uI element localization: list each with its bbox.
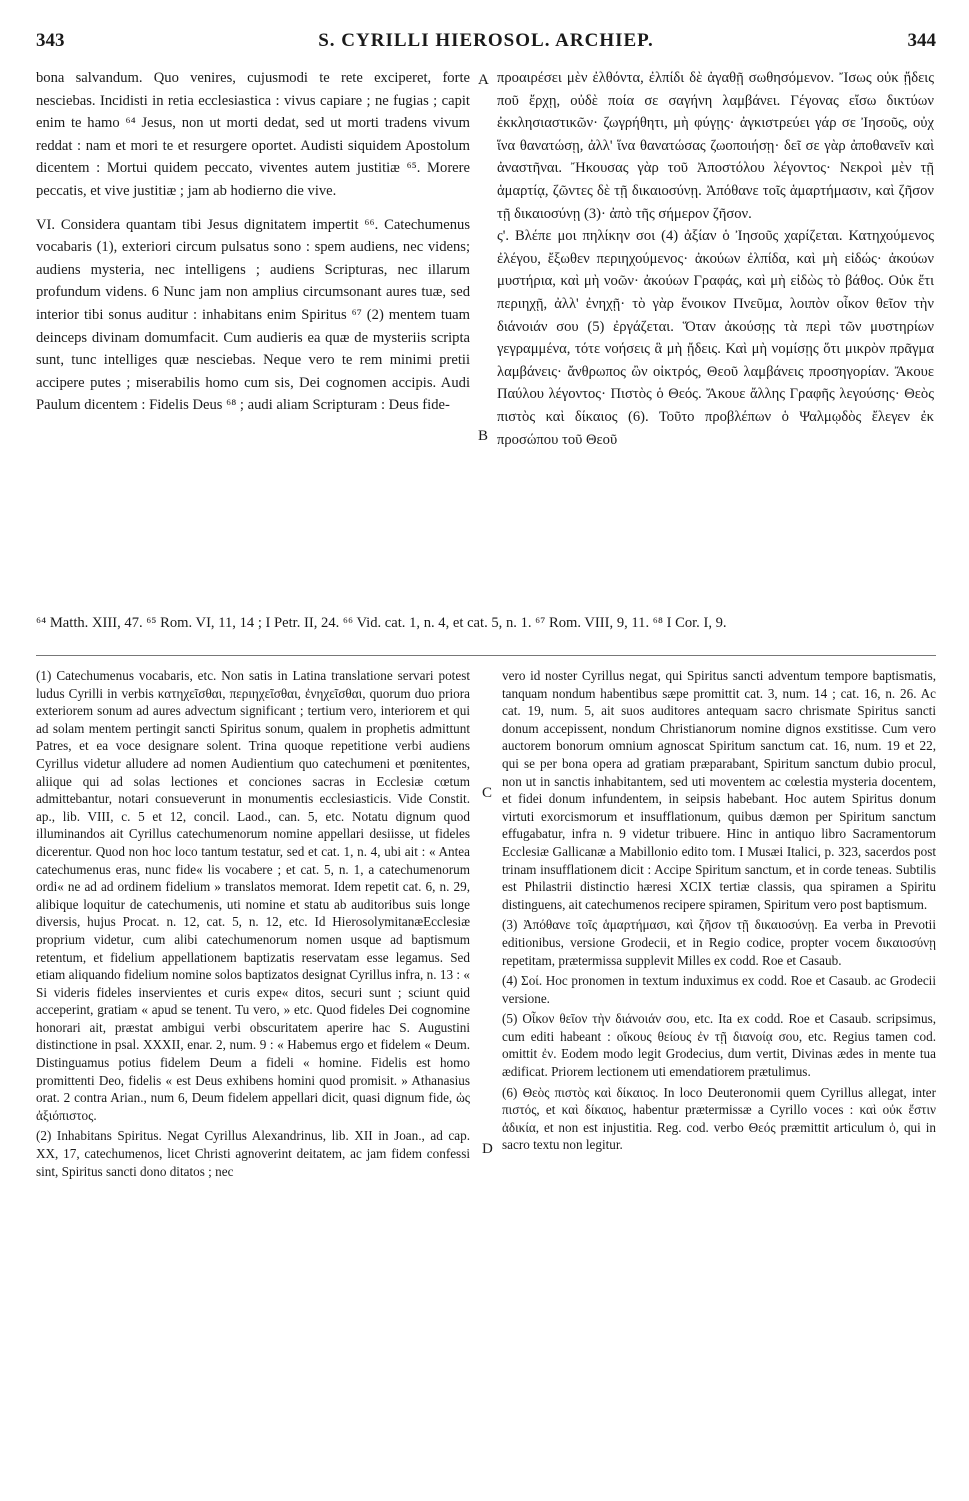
footnote-divider <box>36 655 936 656</box>
running-title: S. CYRILLI HIEROSOL. ARCHIEP. <box>318 30 654 51</box>
note-5: (5) Οἶκον θεῖον τὴν διάνοιάν σου, etc. Ita ex codd. Roe et Casaub. scripsimus, cum editi habeant : οἴκους θείους ἐν τῇ διανοίᾳ σου, etc. Regius tamen cod. omittit ἐν. Eodem modo legit Grodecius, dum vertit, Divinas ædes in mente tua ædificat. Priorem lectionem uti emendatiorem prætulimus. <box>502 1011 936 1080</box>
greek-column <box>497 67 934 451</box>
note-3: (3) Ἀπόθανε τοῖς ἁμαρτήμασι, καὶ ζῆσον τῇ δικαιοσύνῃ. Ea verba in Prevotii editionibus, versione Grodecii, et in Regio codice, propter vocem δικαιοσύνῃ repetitam, prætermissa supplevit Milles ex codd. Roe et Casaub. <box>502 917 936 968</box>
margin-letter-d: D <box>482 1141 493 1157</box>
note-1: (1) Catechumenus vocabaris, etc. Non satis in Latina translatione servari potest ludus Cyrilli in verbis κατηχεῖσθαι, περιηχεῖσθαι, ἐνηχεῖσθαι, quorum duo priora exteriorem sonum ad aures advectum significant ; tertium vero, interiorem et qui ad solam mentem pertingit sancti Spiritus sonum, qualem in prophetis admittunt Patres, et ea voce designare solent. Trina quoque repetitione verbi audiens Cyrillus videtur alludere ad nomen Audientium quo catechumeni et pœnitentes, aliique qui ad solas lectiones et conciones sacras in Ecclesiæ cœtum admittebantur, notari consueverunt in monumentis ecclesiasticis. Vide Constit. ap., lib. VIII, c. 5 et 12, concil. Laod., can. 5, etc. Notatu dignum quod illuminandos ait Cyrillus catechumenorum nomine appellari desiisse, ut fideles dicerentur. Quod non hoc loco tantum testatur, sed et cat. 1, n. 4, ubi ait : « Antea catechumenus eras, nunc fide« lis vocabere ; et cat. 5, n. 1, a catechumenorum ordi« ne ad ad ordinem fidelium » translatos memorat. Idem repetit cat. 6, n. 29, alibique loquitur de catechumenis, uti nomine et statu ab auditoribus suis longe diversis, hujus Procat. n. 12, cat. 5, n. 12, etc. Id HierosolymitanæEcclesiæ proprium videtur, cum alibi catechumenorum nomen usque ad baptismum retentum, et fidelium appellationem baptizatis reservatam esse legamus. Sed etiam aliquando fidelium nomine solos baptizatos designat Cyrillus infra, n. 13 : « Si videris fideles inservientes et curis expe« ditos, securi sunt ; sciunt quid acceperint, gratiam « apud se tenent. Tu vero, » etc. Quod fideles Dei cognomine honorari ait, præstat ambigui verbi obscuritatem aperire hac S. Augustini distinctione in psal. XXXII, enar. 2, num. 9 : « Habemus ergo et fidelem « Deum. Distinguamus potius fidelem Deum a fideli « homine. Fidelis est homo promittenti Deo, fidelis « est Deus exhibens homini quod promisit. » Athanasius orat. 2 contra Arian., num 6, Deum fidelem appellari dicit, quasi dignum fide, ὡς ἀξιόπιστος. <box>36 668 470 1123</box>
margin-letter-a: A <box>478 72 489 88</box>
page-number-right: 344 <box>907 30 936 51</box>
note-2: (2) Inhabitans Spiritus. Negat Cyrillus Alexandrinus, lib. XII in Joan., ad cap. XX, 17, catechumenos, licet Christi agnoverint deitatem, ac jam fidem confessi sint, Spiritus sancti dono ditatos ; nec <box>36 1128 470 1179</box>
page-number-left: 343 <box>36 30 65 51</box>
latin-column <box>36 67 470 417</box>
notes-right-column <box>502 667 936 1154</box>
latin-paragraph-2: VI. Considera quantam tibi Jesus dignitatem impertit ⁶⁶. Catechumenus vocabaris (1), exteriori circum pulsatus sono : spem audiens, nec videns; audiens mysteria, nec intelligens ; audiens Scripturas, nec illarum profundum videns. 6 Nunc jam non amplius circumsonant aures tuæ, sed interior tibi sonus auditur : inhabitans enim Spiritus ⁶⁷ (2) mentem tuam deinceps divinam domumfacit. Cum audieris ea quæ de mysteriis scripta sunt, tunc intelliges quæ nesciebas. Neque vero te rem minimi pretii accipere putes ; miserabilis homo cum sis, Dei cognomen accipis. Audi Paulum dicentem : Fidelis Deus ⁶⁸ ; audi aliam Scripturam : Deus fide- <box>36 216 470 414</box>
running-header <box>36 30 936 56</box>
note-2-continued: vero id noster Cyrillus negat, qui Spiritus sancti adventum tempore baptismatis, tanquam nondum habentibus sæpe promittit cat. 3, num. 14 ; cat. 16, n. 26. Ac cat. 19, num. 5, ait suos auditores antequam sacro chrismate Spiritus sancti donum accepissent, nondum Christianorum nomine dignos exstitisse. Cum vero auctorem bonorum omnium agnoscat Spiritum sanctum cat. 16, num. 19 et 22, qui se per bona opera ad gratiam præparabant, Spiritum sanctum dubio procul, non ut in sanctis inhabitantem, sed uti moventem ac cœlestia mysteria docentem, et fidei donum infundentem, in seipsis habebant. Hoc autem Spiritus donum virtuti exorcismorum et insufflationum, quibus dæmon per Spiritum sanctum effugabatur, infra n. 9 videtur tribuere. Hinc in antiquo libro Sacramentorum Ecclesiæ Gallicanæ a Mabillonio edito tom. I Musæi Italici, p. 323, sacerdos post trinam insufflationem dicit : Accipe Spiritum sanctum, et in corde teneas. Subtilis est Philastrii distinctio hæresi XCIX tertiæ classis, qua spiramen a Spiritu distinguens, ait catechumenos recipere spiramen, Spiritum vero post baptismum. <box>502 668 936 912</box>
margin-letter-b: B <box>478 428 489 444</box>
latin-paragraph-1: bona salvandum. Quo venires, cujusmodi te rete exciperet, forte nesciebas. Incidisti in retia ecclesiastica : vivus capiare ; ne fugias ; capit enim te hamo ⁶⁴ Jesus, non ut morti dedat, sed ut morti tradens vivum reddat : nam et mori te et resurgere oportet. Audisti siquidem Apostolum dicentem : Mortui quidem peccato, viventes autem justitiæ ⁶⁵. Morere peccatis, et vive justitiæ ; jam ab hodierno die vive. <box>36 70 470 199</box>
scripture-references: ⁶⁴ Matth. XIII, 47. ⁶⁵ Rom. VI, 11, 14 ; I Petr. II, 24. ⁶⁶ Vid. cat. 1, n. 4, et cat. 5, n. 1. ⁶⁷ Rom. VIII, 9, 11. ⁶⁸ I Cor. I, 9. <box>36 615 727 631</box>
margin-letter-c: C <box>482 785 493 801</box>
greek-paragraph-1: προαιρέσει μὲν ἐλθόντα, ἐλπίδι δὲ ἀγαθῇ σωθησόμενον. Ἴσως οὐκ ᾔδεις ποῦ ἔρχῃ, οὐδὲ ποία σε σαγήνη λαμβάνει. Γέγονας εἴσω δικτύων ἐκκλησιαστικῶν· ζωγρήθητι, μὴ φύγῃς· ἀγκιστρεύει γάρ σε Ἰησοῦς, οὐχ ἵνα θανατώσῃ, ἀλλ' ἵνα θανατώσας ζωοποιήσῃ· δεῖ σε γὰρ ἀποθανεῖν καὶ ἀναστῆναι. Ἤκουσας γὰρ τοῦ Ἀποστόλου λέγοντος· Νεκροὶ μὲν τῇ ἁμαρτίᾳ, ζῶντες δὲ τῇ δικαιοσύνῃ. Ἀπόθανε τοῖς ἁμαρτήμασιν, καὶ ζῆσον τῇ δικαιοσύνῃ (3)· ἀπὸ τῆς σήμερον ζῆσον. <box>497 70 934 222</box>
greek-paragraph-2: ς'. Βλέπε μοι πηλίκην σοι (4) ἀξίαν ὁ Ἰησοῦς χαρίζεται. Κατηχούμενος ἐλέγου, ἔξωθεν περιηχούμενος· ἀκούων ἐλπίδα, καὶ μὴ εἰδώς· ἀκούων μυστήρια, καὶ μὴ νοῶν· ἀκούων Γραφάς, καὶ μὴ εἰδὼς τὸ βάθος. Οὐκ ἔτι περιηχῇ, ἀλλ' ἐνηχῇ· τὸ γὰρ ἔνοικον Πνεῦμα, λοιπὸν οἶκον θεῖον τὴν διάνοιάν σου (5) ἐργάζεται. Ὅταν ἀκούσῃς τὰ περὶ τῶν μυστηρίων γεγραμμένα, τότε νοήσεις ἃ μὴ ᾔδεις. Καὶ μὴ νομίσῃς ὅτι μικρὸν πρᾶγμα λαμβάνεις· ἄνθρωπος ὢν οἰκτρός, Θεοῦ λαμβάνεις προσηγορίαν. Ἄκουε Παύλου λέγοντος· Πιστὸς ὁ Θεός. Ἄκουε ἄλλης Γραφῆς λεγούσης· Θεὸς πιστὸς καὶ δίκαιος (6). Τοῦτο προβλέπων ὁ Ψαλμῳδὸς ἔλεγεν ἐκ προσώπου τοῦ Θεοῦ <box>497 228 934 448</box>
note-4: (4) Σοί. Hoc pronomen in textum induximus ex codd. Roe et Casaub. ac Grodecii versione. <box>502 973 936 1006</box>
notes-left-column <box>36 667 470 1180</box>
note-6: (6) Θεὸς πιστὸς καὶ δίκαιος. In loco Deuteronomii quem Cyrillus allegat, inter πιστός, et καὶ δίκαιος, habentur prætermissæ a Cyrillo voces : καὶ οὐκ ἔστιν ἀδικία, et non est injustitia. Reg. cod. verbo Θεός præmittit articulum ὁ, qui in sacro textu non legitur. <box>502 1084 936 1153</box>
